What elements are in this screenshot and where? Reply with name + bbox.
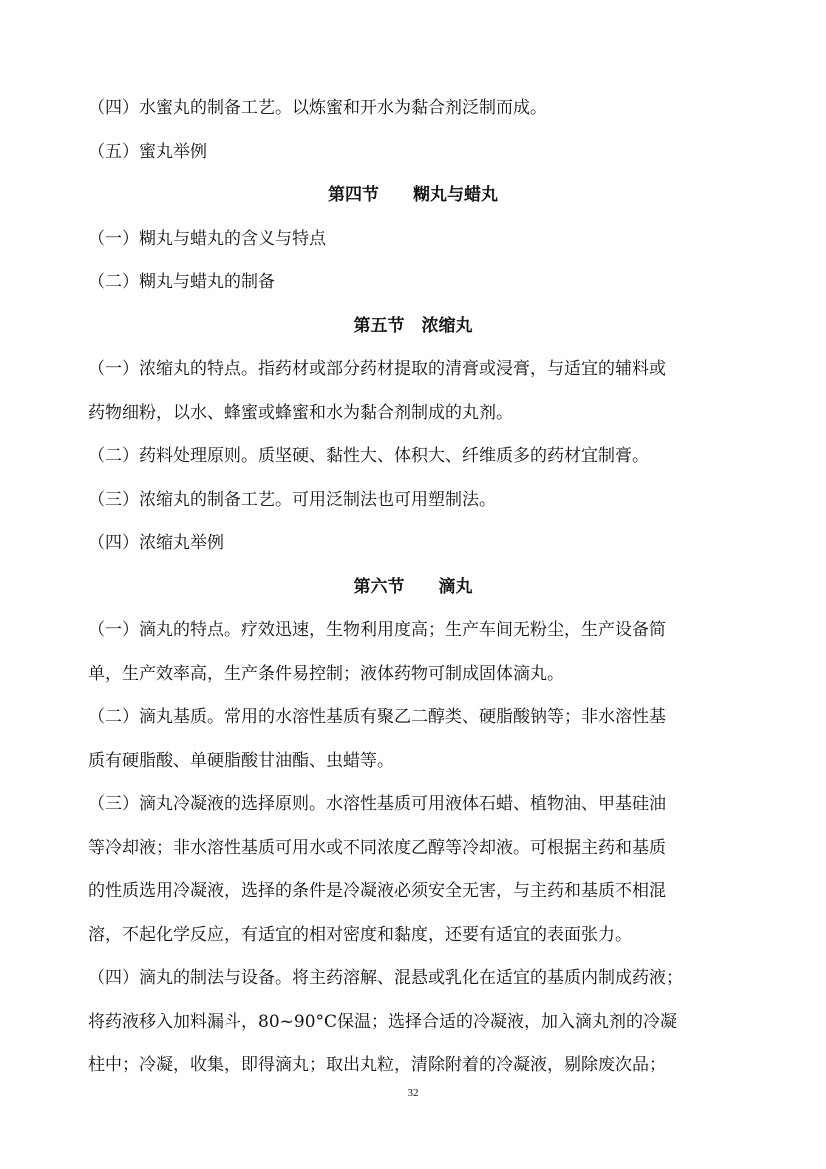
paragraph-line: （三）滴丸冷凝液的选择原则。水溶性基质可用液体石蜡、植物油、甲基硅油	[88, 794, 666, 814]
paragraph-line: 药物细粉，以水、蜂蜜或蜂蜜和水为黏合剂制成的丸剂。	[88, 403, 513, 423]
paragraph-line: （四）滴丸的制法与设备。将主药溶解、混悬或乳化在适宜的基质内制成药液；	[88, 968, 683, 988]
paragraph-line: 质有硬脂酸、单硬脂酸甘油酯、虫蜡等。	[88, 751, 394, 771]
paragraph-line: 柱中；冷凝，收集，即得滴丸；取出丸粒，清除附着的冷凝液，剔除废次品；	[88, 1055, 666, 1075]
paragraph-line: （三）浓缩丸的制备工艺。可用泛制法也可用塑制法。	[88, 490, 496, 510]
paragraph-line: 等冷却液；非水溶性基质可用水或不同浓度乙醇等冷却液。可根据主药和基质	[88, 838, 666, 858]
paragraph-line: 的性质选用冷凝液，选择的条件是冷凝液必须安全无害，与主药和基质不相混	[88, 881, 666, 901]
paragraph-line: （一）滴丸的特点。疗效迅速，生物利用度高；生产车间无粉尘，生产设备简	[88, 620, 666, 640]
paragraph-line: （二）药料处理原则。质坚硬、黏性大、体积大、纤维质多的药材宜制膏。	[88, 446, 649, 466]
page-number: 32	[407, 1087, 419, 1099]
paragraph-line: （一）糊丸与蜡丸的含义与特点	[88, 229, 326, 249]
paragraph-line: （一）浓缩丸的特点。指药材或部分药材提取的清膏或浸膏，与适宜的辅料或	[88, 359, 666, 379]
paragraph-line: （二）滴丸基质。常用的水溶性基质有聚乙二醇类、硬脂酸钠等；非水溶性基	[88, 707, 666, 727]
paragraph-line: （二）糊丸与蜡丸的制备	[88, 272, 275, 292]
paragraph-line: 将药液移入加料漏斗，80~90°C保温；选择合适的冷凝液，加入滴丸剂的冷凝	[88, 1012, 678, 1032]
paragraph-line: （五）蜜丸举例	[88, 142, 207, 162]
paragraph-line: 单，生产效率高，生产条件易控制；液体药物可制成固体滴丸。	[88, 664, 564, 684]
section-heading: 第四节 糊丸与蜡丸	[328, 185, 498, 205]
section-heading: 第六节 滴丸	[353, 577, 473, 597]
paragraph-line: 溶，不起化学反应，有适宜的相对密度和黏度，还要有适宜的表面张力。	[88, 925, 632, 945]
paragraph-line: （四）水蜜丸的制备工艺。以炼蜜和开水为黏合剂泛制而成。	[88, 98, 547, 118]
section-heading: 第五节 浓缩丸	[353, 316, 473, 336]
paragraph-line: （四）浓缩丸举例	[88, 533, 224, 553]
